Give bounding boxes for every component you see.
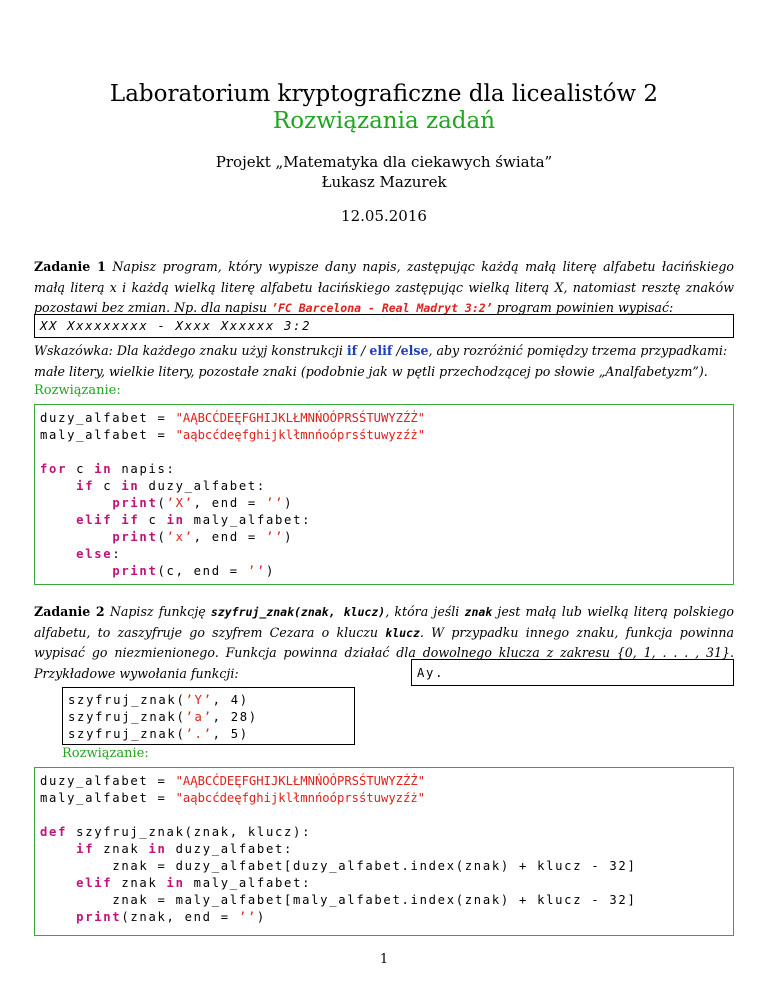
- code-line: szyfruj_znak(’.’, 5): [68, 727, 249, 741]
- code-line: duzy_alfabet = "AĄBCĆDEĘFGHIJKLŁMNŃOÓPRSŚTUWYZŹŻ": [40, 774, 426, 788]
- code-line: [40, 807, 733, 824]
- code-line: elif if c in maly_alfabet:: [76, 513, 312, 527]
- task2-solution-label: Rozwiązanie:: [62, 746, 149, 761]
- code-line: print(’x’, end = ’’): [112, 530, 294, 544]
- code-line: def szyfruj_znak(znak, klucz):: [40, 825, 312, 839]
- code-line: print(c, end = ’’): [112, 564, 275, 578]
- code-line: if znak in duzy_alfabet:: [76, 842, 294, 856]
- task1-code-block: [34, 404, 734, 585]
- task1-hint: Wskazówka: Dla każdego znaku użyj konstrukcji if / elif /else, aby rozróżnić pomiędzy trzema przypadkami: małe litery, wielkie litery, pozostałe znaki (podobnie jak w pętli przechodzącej po słowie „Analfabetyzm”).: [34, 343, 728, 379]
- task1-output: XX Xxxxxxxxx - Xxxx Xxxxxx 3:2: [40, 319, 312, 333]
- document-title: Laboratorium kryptograficzne dla licealistów 2: [109, 81, 659, 107]
- task2-answer: Ay.: [417, 666, 445, 680]
- task2-label: Zadanie 2: [34, 604, 105, 619]
- document-subtitle: Rozwiązania zadań: [272, 108, 496, 134]
- code-line: szyfruj_znak(’a’, 28): [68, 710, 258, 724]
- task2-description: Zadanie 2 Napisz funkcję szyfruj_znak(znak, klucz), która jeśli znak jest małą lub wielką literą polskiego alfabetu, to zaszyfruje go szyfrem Cezara o kluczu klucz. W przypadku innego znaku, funkcja powinna wypisać go niezmienionego. Funkcja powinna działać dla dowolnego klucza z zakresu {0, 1, . . . , 31}. Przykładowe wywołania funkcji:: [34, 604, 734, 681]
- code-line: duzy_alfabet = "AĄBCĆDEĘFGHIJKLŁMNŃOÓPRSŚTUWYZŹŻ": [40, 411, 426, 425]
- task2-code-block: [34, 767, 734, 936]
- project-name: Projekt „Matematyka dla ciekawych świata”: [215, 153, 553, 171]
- document-date: 12.05.2016: [341, 207, 427, 225]
- task1-label: Zadanie 1: [34, 259, 106, 274]
- code-line: elif znak in maly_alfabet:: [76, 876, 312, 890]
- code-line: maly_alfabet = "aąbcćdeęfghijklłmnńoóprsśtuwyzźż": [40, 791, 426, 805]
- code-line: szyfruj_znak(’Y’, 4): [68, 693, 249, 707]
- task1-example-string: ’FC Barcelona - Real Madryt 3:2’: [271, 301, 493, 315]
- task1-description: Zadanie 1 Napisz program, który wypisze dany napis, zastępując każdą małą literę alfabetu łacińskiego małą literą x i każdą wielką literę alfabetu łacińskiego zastępując wielką literą X, natomiast resztę znaków pozostawi bez zmian. Np. dla napisu ’FC Barcelona - Real Madryt 3:2’ program powinien wypisać:: [34, 259, 734, 315]
- function-signature: szyfruj_znak(znak, klucz): [210, 605, 386, 619]
- task2-calls-box: [62, 687, 355, 745]
- code-line: print(znak, end = ’’): [76, 910, 266, 924]
- task1-output-box: [34, 314, 734, 338]
- code-line: if c in duzy_alfabet:: [76, 479, 266, 493]
- author-name: Łukasz Mazurek: [321, 173, 447, 191]
- task1-solution-label: Rozwiązanie:: [34, 383, 121, 398]
- code-line: maly_alfabet = "aąbcćdeęfghijklłmnńoóprsśtuwyzźż": [40, 428, 426, 442]
- code-line: for c in napis:: [40, 462, 176, 476]
- code-line: print(’X’, end = ’’): [112, 496, 294, 510]
- code-line: [40, 444, 733, 461]
- page-number: 1: [379, 952, 389, 967]
- code-line: else:: [76, 547, 122, 561]
- code-line: znak = duzy_alfabet[duzy_alfabet.index(znak) + klucz - 32]: [112, 859, 637, 873]
- task2-answer-box: [411, 659, 734, 686]
- code-line: znak = maly_alfabet[maly_alfabet.index(znak) + klucz - 32]: [112, 893, 637, 907]
